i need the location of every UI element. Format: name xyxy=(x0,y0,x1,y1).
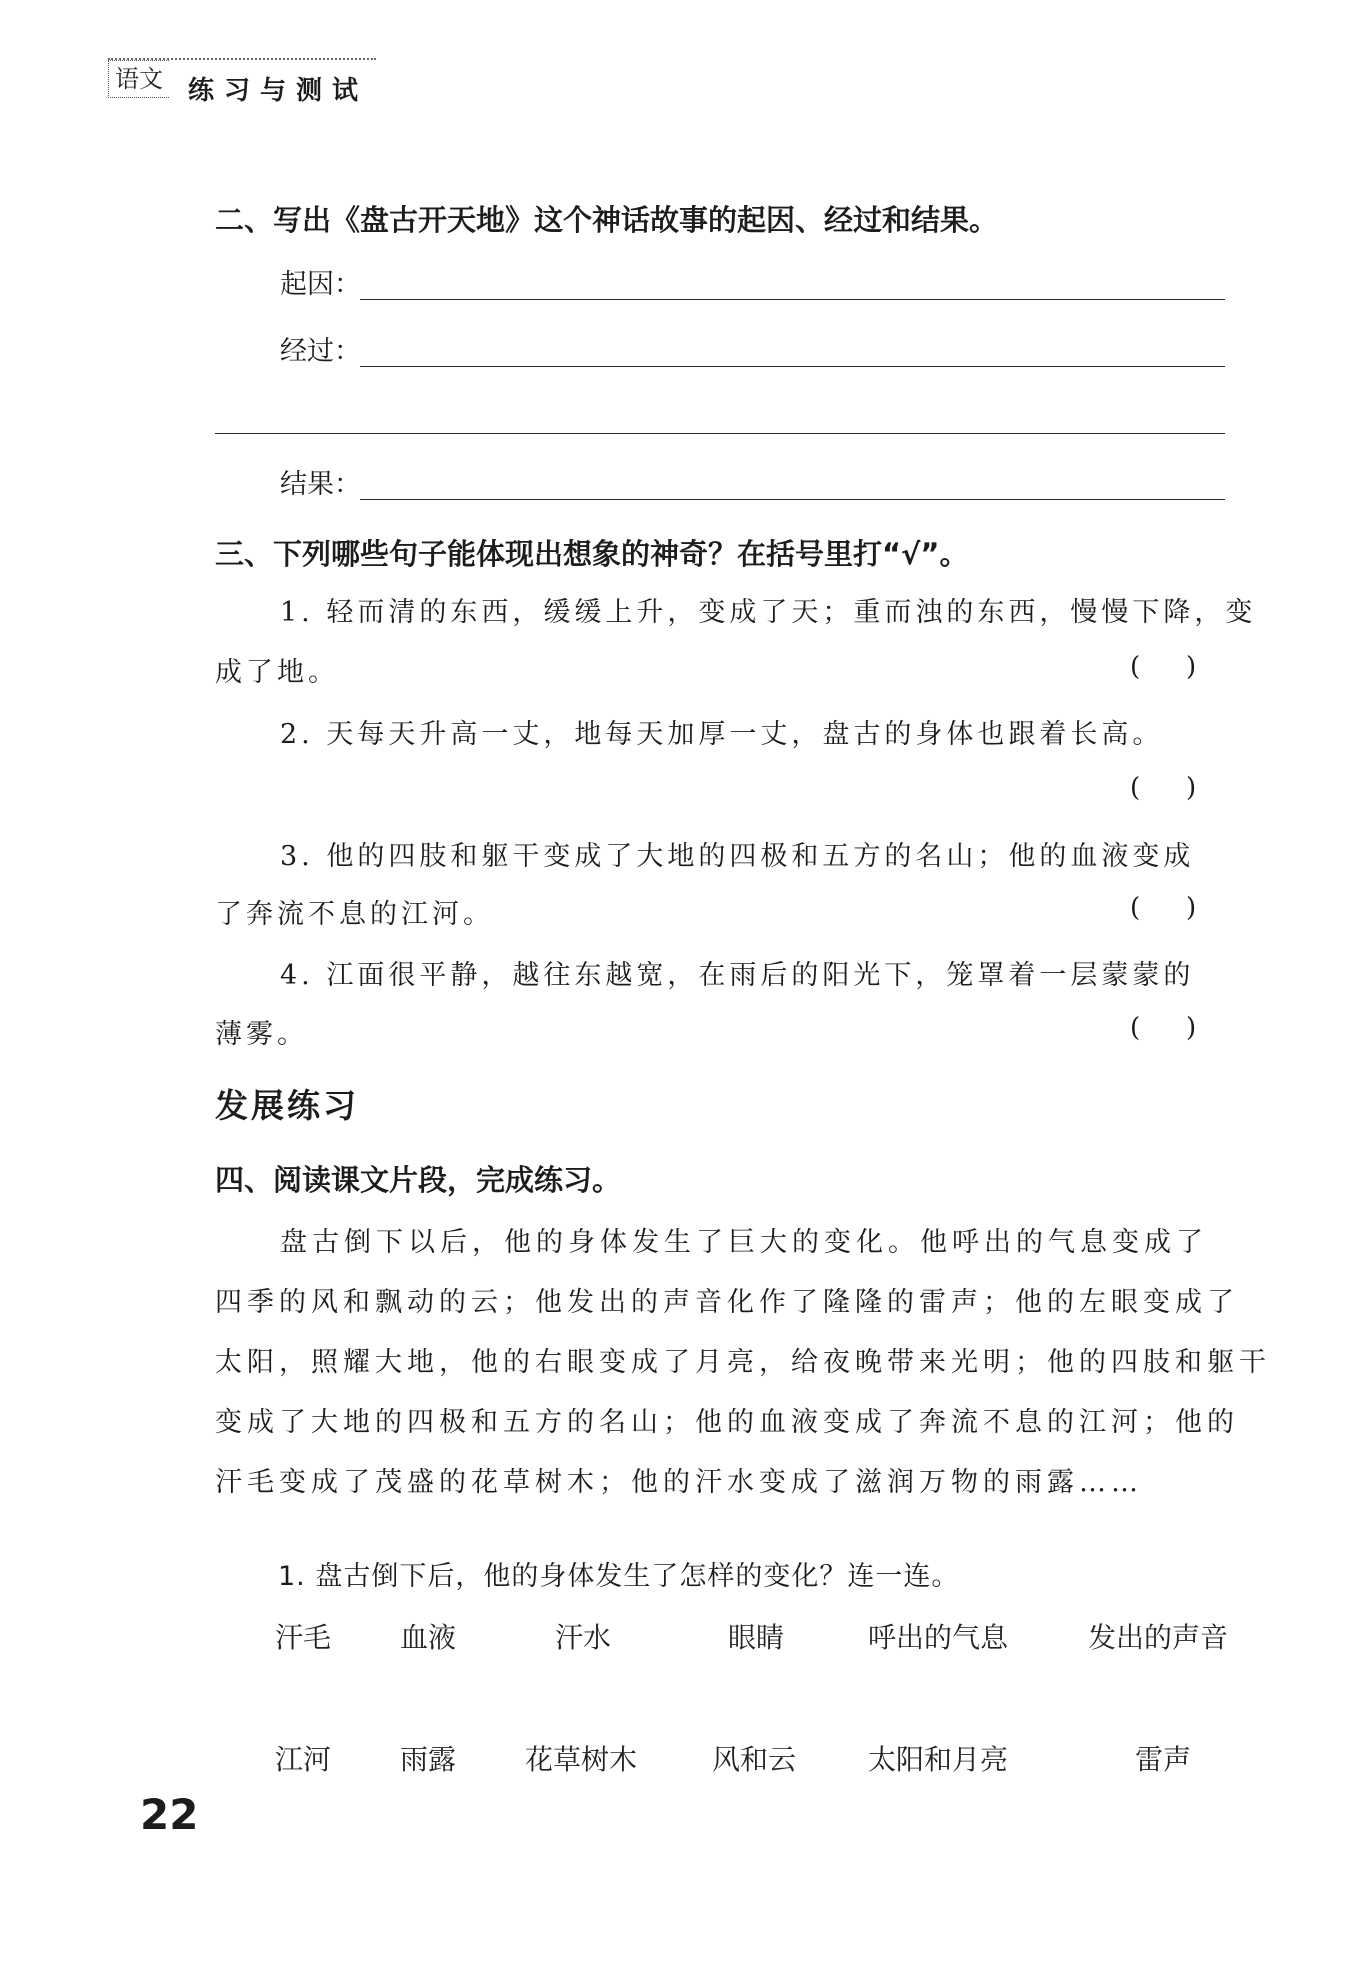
item3-line1: 3. 他的四肢和躯干变成了大地的四极和五方的名山；他的血液变成 xyxy=(280,841,1195,872)
page-number: 22 xyxy=(140,1790,199,1839)
item1-line2: 成了地。 xyxy=(215,657,339,688)
process-answer-line[interactable] xyxy=(360,366,1225,367)
match-bottom-rivers[interactable]: 江河 xyxy=(275,1743,332,1776)
passage-line-5: 汗毛变成了茂盛的花草树木；他的汗水变成了滋润万物的雨露…… xyxy=(215,1467,1143,1498)
section3-heading: 三、下列哪些句子能体现出想象的神奇？在括号里打“√”。 xyxy=(215,537,969,571)
match-top-breath[interactable]: 呼出的气息 xyxy=(868,1621,1009,1654)
item2-answer-parens[interactable]: ( ) xyxy=(1130,773,1197,803)
item1-answer-parens[interactable]: ( ) xyxy=(1130,652,1197,682)
passage-line-4: 变成了大地的四极和五方的名山；他的血液变成了奔流不息的江河；他的 xyxy=(215,1407,1239,1438)
match-top-sweat-hair[interactable]: 汗毛 xyxy=(275,1621,332,1654)
result-answer-line[interactable] xyxy=(360,499,1225,500)
result-label: 结果： xyxy=(280,469,361,500)
item4-answer-parens[interactable]: ( ) xyxy=(1130,1013,1197,1043)
process-label: 经过： xyxy=(280,336,361,367)
development-heading: 发展练习 xyxy=(215,1086,359,1125)
match-bottom-thunder[interactable]: 雷声 xyxy=(1135,1743,1192,1776)
item3-line2: 了奔流不息的江河。 xyxy=(215,899,494,930)
match-top-blood[interactable]: 血液 xyxy=(400,1621,457,1654)
item4-line1: 4. 江面很平静，越往东越宽，在雨后的阳光下，笼罩着一层蒙蒙的 xyxy=(280,960,1195,991)
match-bottom-sun-moon[interactable]: 太阳和月亮 xyxy=(868,1743,1009,1776)
item1-line1: 1. 轻而清的东西，缓缓上升，变成了天；重而浊的东西，慢慢下降，变 xyxy=(280,597,1257,628)
process-answer-line-2[interactable] xyxy=(215,433,1225,434)
item2-line1: 2. 天每天升高一丈，地每天加厚一丈，盘古的身体也跟着长高。 xyxy=(280,719,1164,750)
item3-answer-parens[interactable]: ( ) xyxy=(1130,893,1197,923)
header-title: 练习与测试 xyxy=(188,76,369,106)
item4-line2: 薄雾。 xyxy=(215,1019,308,1050)
section4-heading: 四、阅读课文片段，完成练习。 xyxy=(215,1163,622,1197)
passage-line-2: 四季的风和飘动的云；他发出的声音化作了隆隆的雷声；他的左眼变成了 xyxy=(215,1287,1239,1318)
match-bottom-plants[interactable]: 花草树木 xyxy=(525,1743,638,1776)
section2-heading: 二、写出《盘古开天地》这个神话故事的起因、经过和结果。 xyxy=(215,203,999,237)
match-top-eyes[interactable]: 眼睛 xyxy=(728,1621,785,1654)
match-bottom-rain-dew[interactable]: 雨露 xyxy=(400,1743,457,1776)
cause-answer-line[interactable] xyxy=(360,299,1225,300)
passage-line-3: 太阳，照耀大地，他的右眼变成了月亮，给夜晚带来光明；他的四肢和躯干 xyxy=(215,1347,1271,1378)
passage-line-1: 盘古倒下以后，他的身体发生了巨大的变化。他呼出的气息变成了 xyxy=(280,1227,1208,1258)
header-subject: 语文 xyxy=(108,60,169,98)
match-top-sweat[interactable]: 汗水 xyxy=(555,1621,612,1654)
cause-label: 起因： xyxy=(280,269,361,300)
question1: 1. 盘古倒下后，他的身体发生了怎样的变化？连一连。 xyxy=(278,1561,960,1592)
match-top-voice[interactable]: 发出的声音 xyxy=(1088,1621,1229,1654)
match-bottom-wind-clouds[interactable]: 风和云 xyxy=(712,1743,797,1776)
